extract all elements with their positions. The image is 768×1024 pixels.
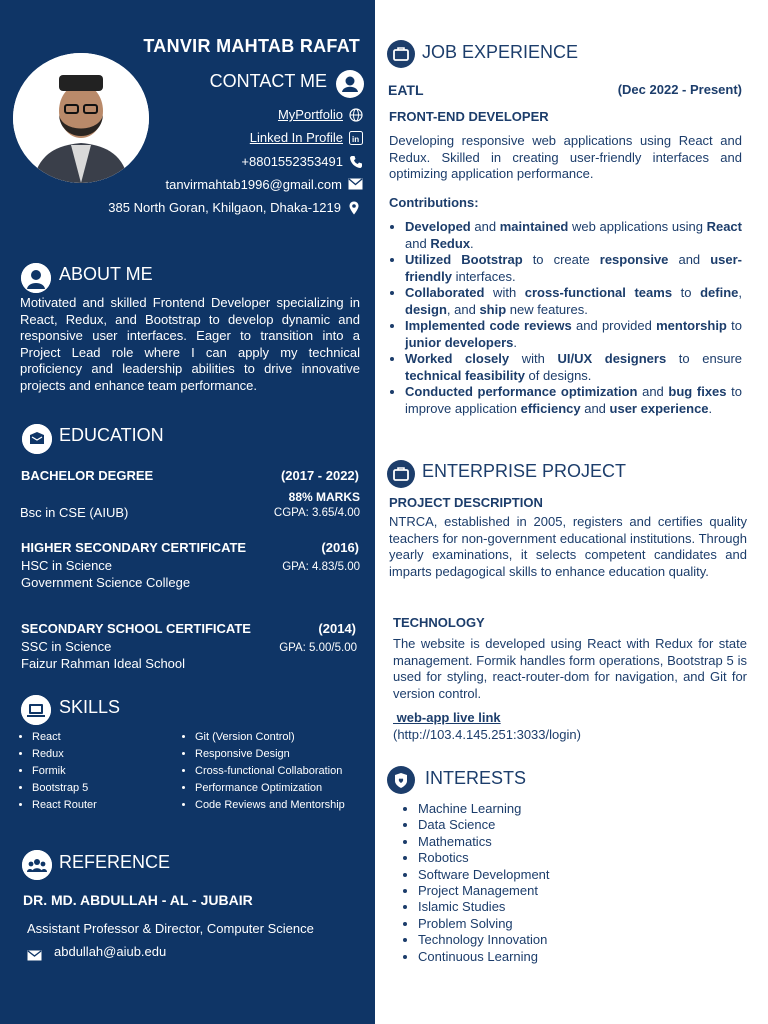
contribution-bold-text: Worked closely [405, 351, 510, 366]
contribution-text: and [668, 252, 711, 267]
education-icon [22, 424, 52, 454]
hsc-line1: HSC in Science [21, 558, 113, 573]
interest-item: • Robotics [418, 850, 704, 866]
ssc-line2: Faizur Rahman Ideal School [21, 656, 186, 671]
contribution-item [405, 384, 742, 417]
project-title: ENTERPRISE PROJECT [422, 461, 627, 481]
job-title: JOB EXPERIENCE [422, 42, 579, 62]
skill-item: • Cross-functional Collaboration [195, 763, 373, 780]
contribution-bold-text: technical feasibility [405, 367, 525, 383]
contribution-text: . [470, 235, 474, 251]
project-desc: NTRCA, established in 2005, registers and certifies quality teachers for non-government educational institutions. Through yearly examinations, it selects competent candidates and imparts pedagogical skills to enhance education quality. [389, 514, 747, 579]
technology-title: TECHNOLOGY [393, 615, 485, 630]
contribution-text: and [637, 384, 669, 399]
contribution-text: to create [522, 252, 600, 267]
address: 385 North Goran, Khilgaon, Dhaka-1219 [108, 200, 341, 215]
interest-item: • Technology Innovation [418, 932, 704, 948]
phone-icon [349, 155, 363, 169]
project-desc-title: PROJECT DESCRIPTION [389, 495, 543, 510]
contributions-title: Contributions: [389, 195, 479, 210]
contribution-text: to ensure [666, 351, 742, 366]
reference-position: Assistant Professor & Director, Computer Science [27, 921, 314, 936]
job-company: EATL [388, 82, 424, 98]
skills-title: SKILLS [59, 697, 121, 717]
ssc-gpa: GPA: 5.00/5.00 [279, 642, 357, 654]
contribution-bold-text: React [706, 219, 742, 234]
webapp-link[interactable]: web-app live link [393, 710, 501, 725]
bachelor-marks: 88% MARKS [288, 490, 360, 504]
skills-list-1 [20, 729, 180, 814]
contribution-text: to [672, 285, 701, 300]
webapp-url[interactable]: (http://103.4.145.251:3033/login) [393, 727, 581, 742]
reference-title: REFERENCE [59, 852, 171, 872]
contribution-bold-text: user experience [609, 400, 709, 416]
contribution-text: and [405, 235, 431, 251]
about-text: Motivated and skilled Frontend Developer specializing in React, Redux, and Bootstrap to develop dynamic and responsive user interfaces. Eager to transition into a Project Lead role where I can apply my technical proficiency and leadership abilities to drive innovative projects and enhance team performance. [20, 295, 360, 393]
globe-icon [349, 108, 363, 122]
interest-item: • Islamic Studies [418, 899, 704, 915]
contribution-text: web applications using [568, 219, 707, 234]
email-row [165, 177, 363, 192]
main-content [375, 0, 768, 1024]
about-title: ABOUT ME [59, 264, 153, 284]
interest-item: • Data Science [418, 817, 704, 833]
contribution-item [405, 285, 742, 318]
contribution-bold-text: user-friendly [405, 252, 742, 284]
job-period: (Dec 2022 - Present) [617, 82, 742, 97]
contribution-text: with [509, 351, 558, 366]
linkedin-link[interactable]: Linked In Profile [249, 130, 343, 145]
hsc-gpa: GPA: 4.83/5.00 [282, 561, 360, 573]
bachelor-heading: BACHELOR DEGREE [21, 468, 154, 483]
contribution-text: to improve application [405, 384, 742, 416]
contribution-bold-text: design [405, 301, 447, 317]
contribution-bold-text: define [700, 285, 739, 300]
contribution-item [405, 219, 742, 252]
phone-number: +8801552353491 [241, 154, 343, 169]
reference-email[interactable]: abdullah@aiub.edu [54, 944, 167, 959]
bachelor-degree: Bsc in CSE (AIUB) [20, 505, 129, 520]
contribution-bold-text: Redux [430, 235, 471, 251]
contribution-item [405, 252, 742, 285]
skills-list-2 [183, 729, 373, 814]
skill-item: • React Router [32, 797, 180, 814]
contribution-text: . [708, 400, 713, 416]
interest-item: • Machine Learning [418, 801, 704, 817]
contribution-bold-text: junior developers [405, 334, 514, 350]
briefcase-icon [387, 40, 415, 68]
contribution-bold-text: maintained [499, 219, 569, 234]
skill-item: • Performance Optimization [195, 780, 373, 797]
contribution-bold-text: Utilized Bootstrap [405, 252, 523, 267]
contribution-text: , [738, 285, 742, 300]
contribution-text: and provided [571, 318, 657, 333]
mail-icon [27, 948, 42, 959]
skill-item: • Git (Version Control) [195, 729, 373, 746]
hsc-heading: HIGHER SECONDARY CERTIFICATE [21, 540, 247, 555]
contribution-bold-text: responsive [599, 252, 669, 267]
contribution-bold-text: ship [479, 301, 507, 317]
interest-item: • Software Development [418, 867, 704, 883]
bachelor-cgpa: CGPA: 3.65/4.00 [273, 507, 360, 519]
contribution-text: new features. [506, 301, 588, 317]
contribution-text: of designs. [524, 367, 592, 383]
sidebar [0, 0, 375, 1024]
profile-photo [13, 53, 149, 183]
skill-item: • Redux [32, 746, 180, 763]
mail-icon [348, 178, 363, 192]
full-name: TANVIR MAHTAB RAFAT [143, 36, 360, 56]
interest-item: • Project Management [418, 883, 704, 899]
heart-shield-icon [387, 766, 415, 794]
contribution-bold-text: Collaborated [405, 285, 485, 300]
interest-item: • Mathematics [418, 834, 704, 850]
hsc-line2: Government Science College [21, 575, 191, 590]
skill-item: • React [32, 729, 180, 746]
contribution-bold-text: UI/UX designers [557, 351, 667, 366]
ssc-heading: SECONDARY SCHOOL CERTIFICATE [21, 621, 251, 636]
briefcase-icon [387, 460, 415, 488]
address-row [108, 200, 361, 215]
contribution-text: and [470, 219, 500, 234]
svg-text:in: in [352, 134, 360, 144]
contribution-item [405, 318, 742, 351]
portfolio-link[interactable]: MyPortfolio [277, 107, 343, 122]
interest-item: • Problem Solving [418, 916, 704, 932]
contribution-text: interfaces. [451, 268, 516, 284]
skill-item: • Responsive Design [195, 746, 373, 763]
contribution-bold-text: mentorship [656, 318, 727, 333]
contribution-text: . [513, 334, 517, 350]
contributions-list [389, 219, 742, 417]
email-address: tanvirmahtab1996@gmail.com [165, 177, 342, 192]
education-title: EDUCATION [59, 425, 164, 445]
job-summary: Developing responsive web applications using React and Redux. Skilled in creating user-friendly interfaces and optimizing application performance. [389, 133, 742, 181]
contribution-bold-text: bug fixes [668, 384, 727, 399]
reference-name: DR. MD. ABDULLAH - AL - JUBAIR [23, 892, 253, 908]
phone-row [241, 154, 363, 169]
contribution-bold-text: Implemented code reviews [405, 318, 572, 333]
linkedin-icon [349, 131, 363, 145]
portfolio-row[interactable] [278, 107, 363, 122]
skill-item: • Bootstrap 5 [32, 780, 180, 797]
location-pin-icon [347, 201, 361, 215]
contribution-bold-text: Developed [405, 219, 471, 234]
technology-text: The website is developed using React with Redux for state management. Formik handles form operations, Bootstrap 5 is used for styling, react-router-dom for navigation, and Git for version control. [393, 636, 747, 701]
contribution-text: with [484, 285, 525, 300]
hsc-year: (2016) [321, 540, 359, 555]
contact-title: CONTACT ME [209, 71, 327, 91]
contribution-bold-text: Conducted performance optimization [405, 384, 638, 399]
contribution-bold-text: cross-functional teams [524, 285, 673, 300]
bachelor-years: (2017 - 2022) [280, 468, 359, 483]
person-icon [336, 70, 364, 98]
skill-item: • Formik [32, 763, 180, 780]
interests-title: INTERESTS [425, 768, 527, 788]
skills-icon [21, 695, 51, 725]
interests-list [404, 801, 704, 965]
contribution-text: , and [446, 301, 480, 317]
job-role: FRONT-END DEVELOPER [389, 109, 549, 124]
contribution-text: and [580, 400, 610, 416]
about-icon [21, 263, 51, 293]
contribution-item [405, 351, 742, 384]
interest-item: • Continuous Learning [418, 949, 704, 965]
contribution-text: to [726, 318, 742, 333]
ssc-line1: SSC in Science [21, 639, 112, 654]
reference-icon [22, 850, 52, 880]
skill-item: • Code Reviews and Mentorship [195, 797, 373, 814]
ssc-year: (2014) [318, 621, 356, 636]
contribution-bold-text: efficiency [520, 400, 581, 416]
linkedin-row[interactable] [250, 130, 363, 145]
